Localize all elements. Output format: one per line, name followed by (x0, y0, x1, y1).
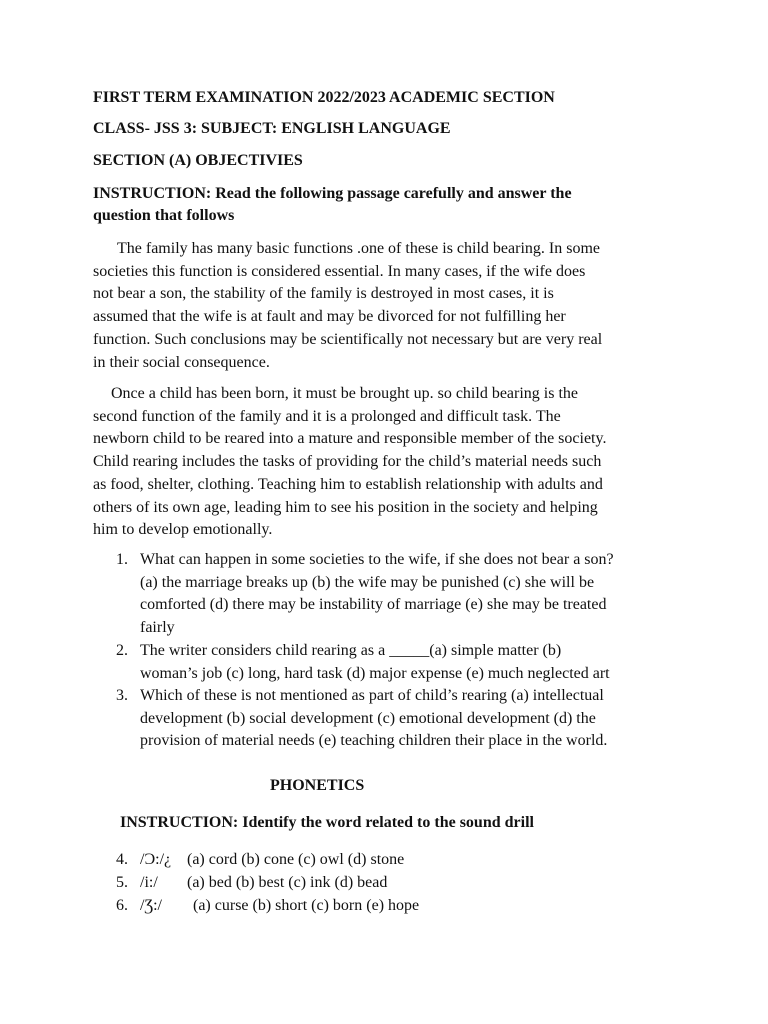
sound-symbol: /Ɔ:/¿ (140, 851, 172, 868)
question-line: (a) the marriage breaks up (b) the wife may be punished (c) she will be (140, 573, 595, 591)
instruction-line-1: INSTRUCTION: Read the following passage carefully and answer the (93, 185, 572, 202)
passage-line: him to develop emotionally. (93, 521, 273, 539)
passage-line: function. Such conclusions may be scientifically not necessary but are very real (93, 330, 603, 348)
passage-line: second function of the family and it is a prolonged and difficult task. The (93, 407, 561, 425)
question-number: 1. (116, 551, 128, 568)
passage-paragraph-1 (93, 238, 673, 374)
question-line: woman’s job (c) long, hard task (d) major expense (e) much neglected art (140, 664, 610, 682)
passage-line: newborn child to be reared into a mature and responsible member of the society. (93, 430, 607, 448)
passage-line: others of its own age, leading him to see his position in the society and helping (93, 498, 598, 516)
instruction-line-2: question that follows (93, 207, 235, 224)
exam-title: FIRST TERM EXAMINATION 2022/2023 ACADEMIC SECTION (93, 89, 555, 106)
question-2 (140, 640, 700, 685)
sound-symbol: /i:/ (140, 874, 158, 891)
passage-line: assumed that the wife is at fault and may be divorced for not fulfilling her (93, 308, 566, 326)
passage-line: societies this function is considered essential. In many cases, if the wife does (93, 262, 586, 280)
passage-paragraph-2 (93, 383, 673, 542)
section-heading: SECTION (A) OBJECTIVIES (93, 152, 303, 169)
question-number: 6. (116, 897, 128, 914)
phonetics-heading: PHONETICS (270, 777, 365, 794)
sound-symbol: /Ʒ:/ (140, 897, 162, 914)
class-subject-line: CLASS- JSS 3: SUBJECT: ENGLISH LANGUAGE (93, 120, 451, 137)
question-line: What can happen in some societies to the wife, if she does not bear a son? (140, 551, 614, 568)
question-number: 5. (116, 874, 128, 891)
sound-options: (a) curse (b) short (c) born (e) hope (193, 897, 420, 914)
passage-line: Once a child has been born, it must be brought up. so child bearing is the (111, 385, 579, 402)
passage-line: in their social consequence. (93, 353, 270, 371)
passage-line: The family has many basic functions .one of these is child bearing. In some (117, 240, 600, 257)
question-line: provision of material needs (e) teaching children their place in the world. (140, 732, 608, 750)
question-number: 3. (116, 687, 128, 704)
passage-line: not bear a son, the stability of the family is destroyed in most cases, it is (93, 285, 554, 303)
sound-options: (a) bed (b) best (c) ink (d) bead (187, 874, 388, 891)
question-line: comforted (d) there may be instability of marriage (e) she may be treated (140, 596, 607, 614)
passage-line: Child rearing includes the tasks of providing for the child’s material needs such (93, 453, 602, 471)
question-1 (140, 549, 700, 640)
question-number: 4. (116, 851, 128, 868)
question-line: development (b) social development (c) emotional development (d) the (140, 709, 596, 727)
passage-line: as food, shelter, clothing. Teaching him to establish relationship with adults and (93, 475, 603, 493)
phonetics-instruction: INSTRUCTION: Identify the word related to the sound drill (120, 814, 534, 831)
question-3 (140, 685, 700, 753)
question-line: fairly (140, 619, 175, 637)
question-line: Which of these is not mentioned as part of child’s rearing (a) intellectual (140, 687, 604, 704)
sound-options: (a) cord (b) cone (c) owl (d) stone (187, 851, 405, 868)
question-number: 2. (116, 642, 128, 659)
question-line: The writer considers child rearing as a _____(a) simple matter (b) (140, 642, 562, 659)
